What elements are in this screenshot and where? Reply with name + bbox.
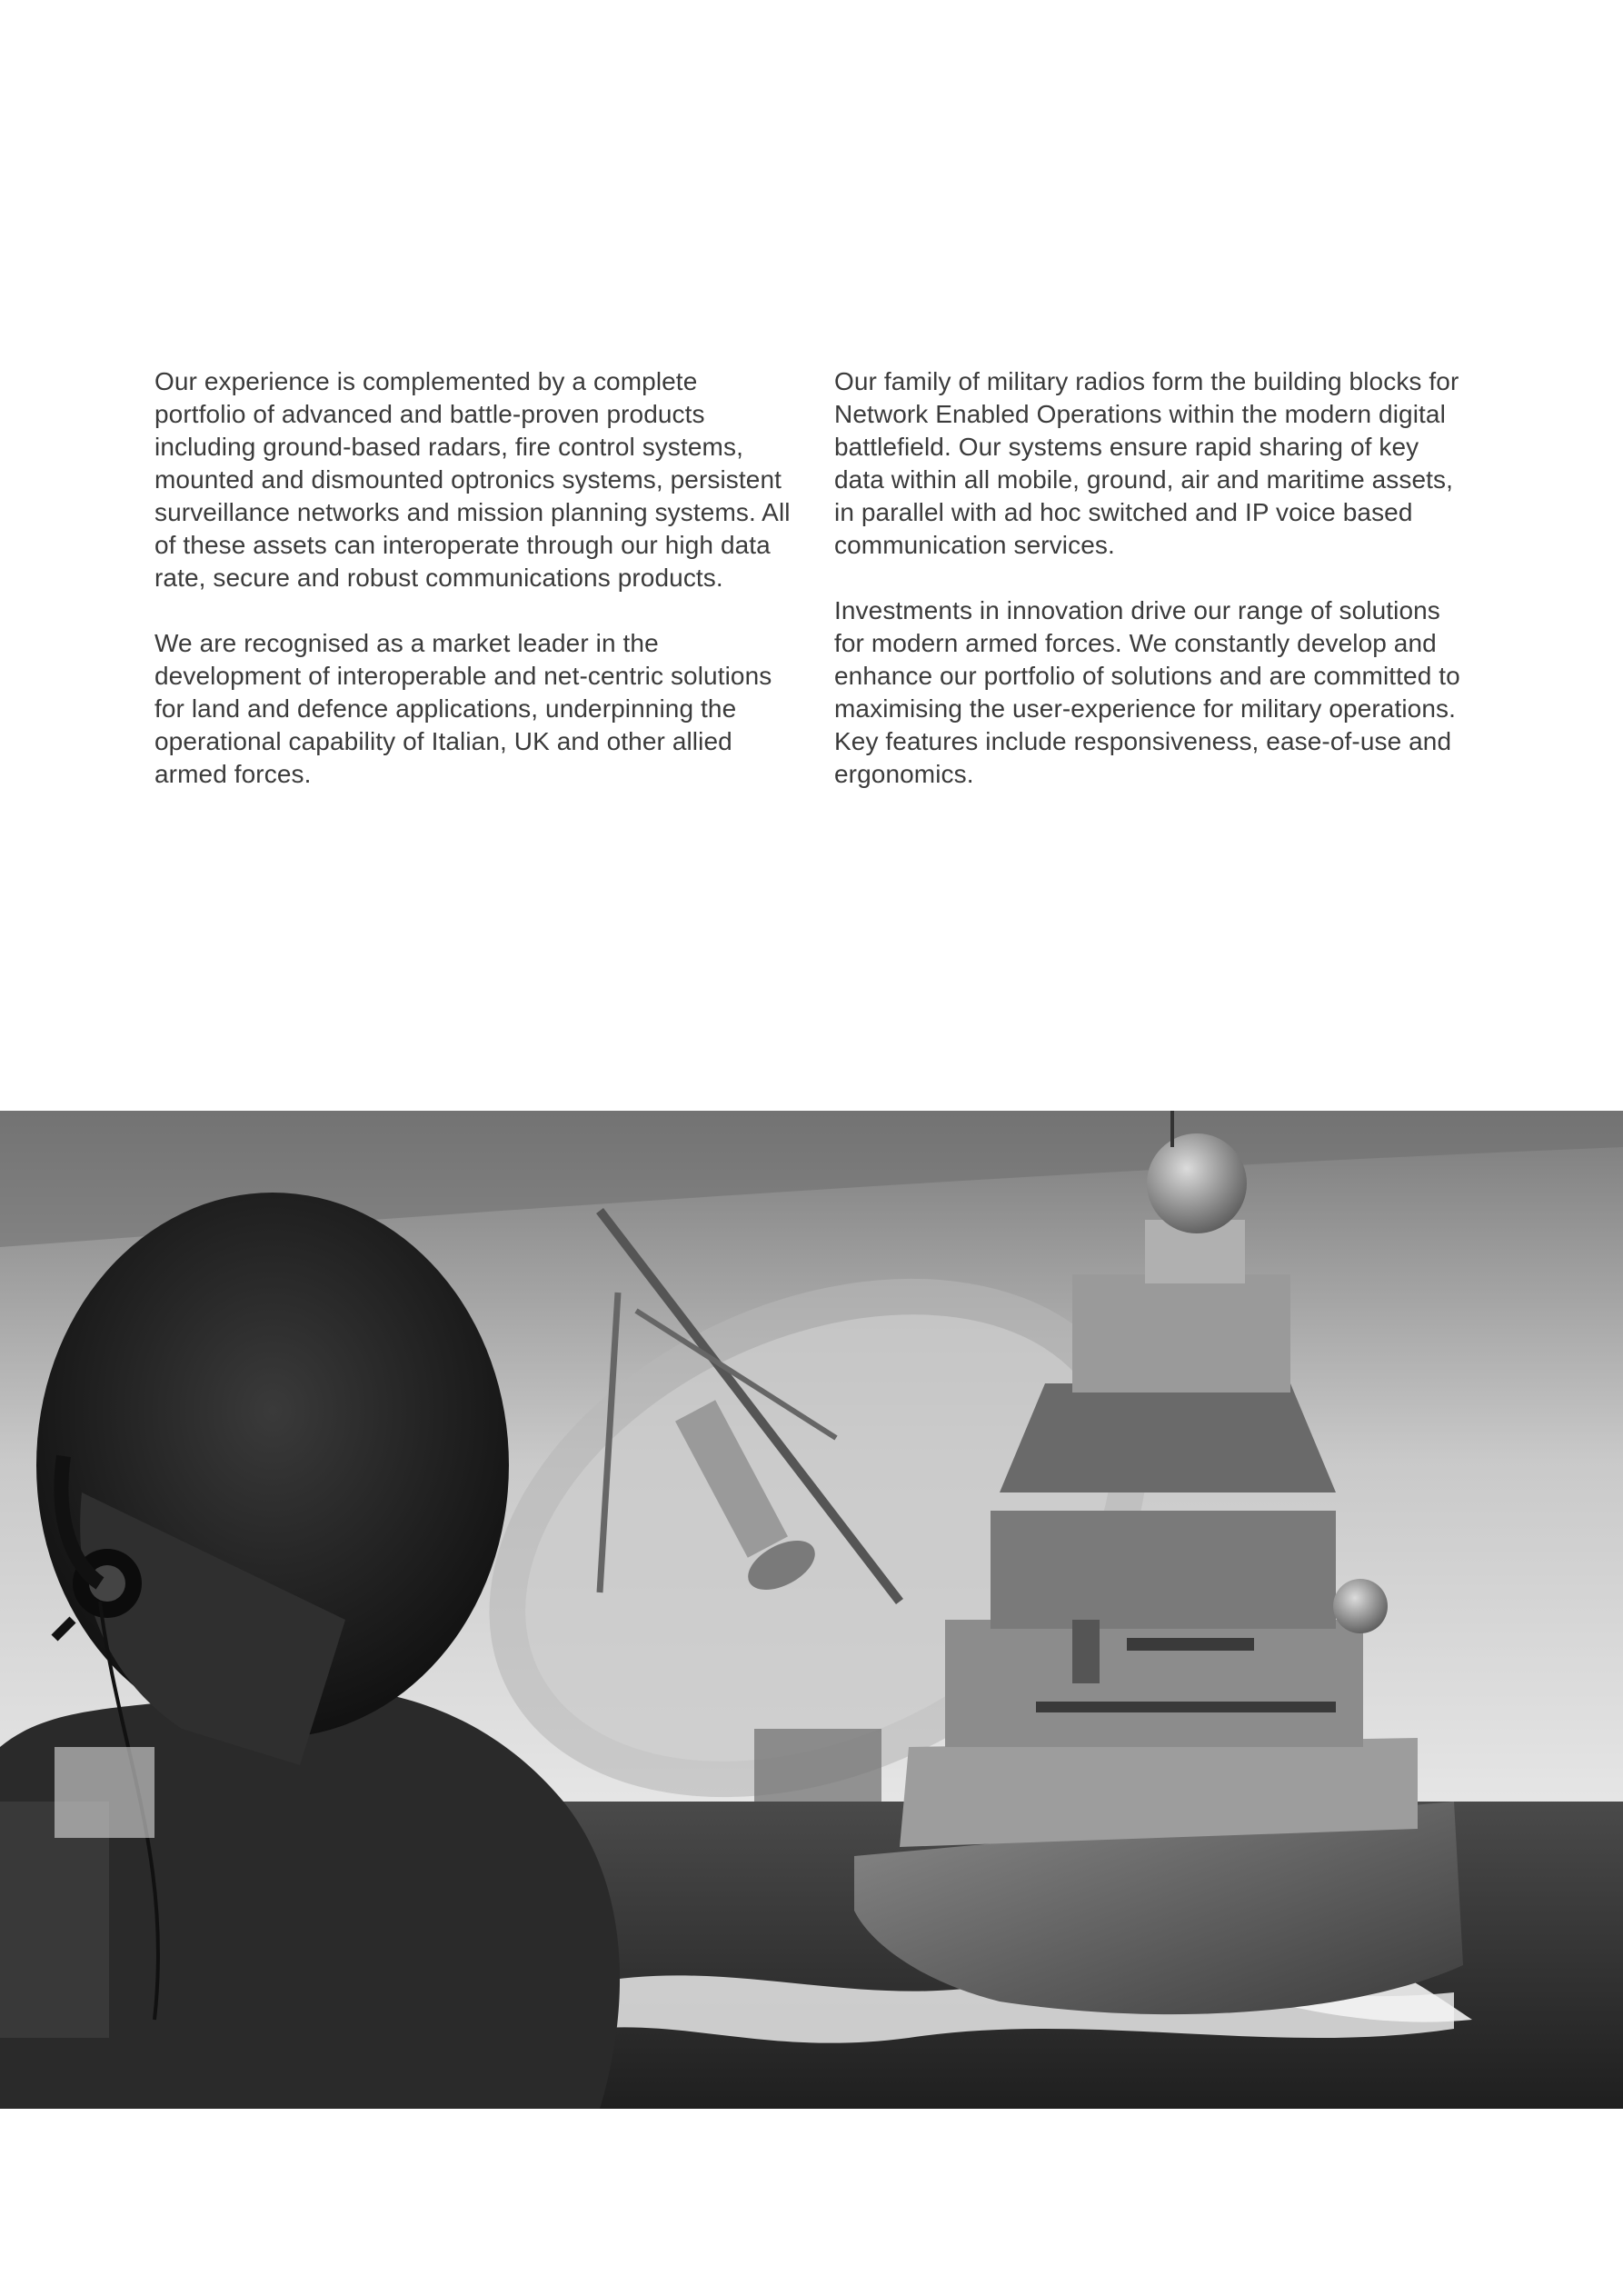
hero-photo [0,1111,1623,2109]
radar-dome-icon [1147,1133,1247,1233]
right-column [834,365,1470,824]
paragraph-military-radios: Our family of military radios form the building blocks for Network Enabled Operations within the modern digital battlefield. Our systems ensure rapid sharing of key data within all mobile, ground, air and maritime assets, in parallel with ad hoc switched and IP voice based communication services. [834,367,1459,559]
body-text [154,365,1472,824]
paragraph-market-leader: We are recognised as a market leader in the development of interoperable and net-centric solutions for land and defence applications, underpinning the operational capability of Italian, UK and other allied armed forces. [154,629,772,788]
left-column [154,365,791,824]
paragraph-portfolio: Our experience is complemented by a complete portfolio of advanced and battle-proven products including ground-based radars, fire control systems, mounted and dismounted optronics systems, persistent surveillance networks and mission planning systems. All of these assets can interoperate through our high data rate, secure and robust communications products. [154,367,791,592]
paragraph-innovation: Investments in innovation drive our range of solutions for modern armed forces. We constantly develop and enhance our portfolio of solutions and are committed to maximising the user-experience for military operations. Key features include responsiveness, ease-of-use and ergonomics. [834,596,1460,788]
